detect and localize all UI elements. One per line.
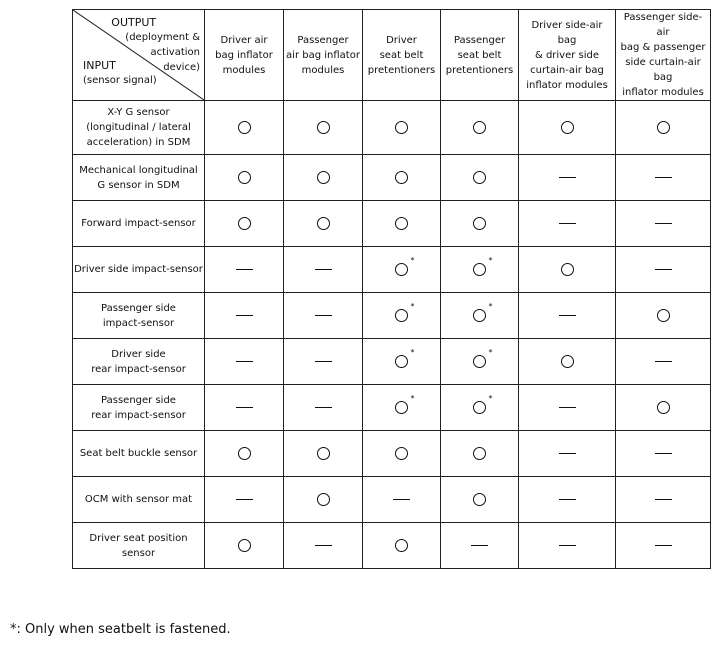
- matrix-cell: [205, 293, 284, 339]
- output-header-line: modules: [301, 64, 345, 76]
- matrix-cell: [616, 477, 711, 523]
- mark-wrapper: [656, 400, 670, 414]
- matrix-cell: [205, 101, 284, 155]
- matrix-cell: [616, 155, 711, 201]
- matrix-cell: [441, 523, 519, 569]
- footnote-asterisk: *: [410, 348, 415, 357]
- footnote-asterisk: *: [488, 394, 493, 403]
- not-applicable-dash-icon: [655, 223, 672, 224]
- applicable-circle-icon: [473, 171, 486, 184]
- not-applicable-dash-icon: [315, 315, 332, 316]
- matrix-cell: [519, 201, 616, 247]
- applicable-circle-icon: [473, 447, 486, 460]
- input-sensor-label-line: X-Y G sensor: [107, 107, 170, 118]
- matrix-cell: [519, 247, 616, 293]
- mark-wrapper: [473, 348, 493, 368]
- matrix-cell: [519, 523, 616, 569]
- footnote-asterisk: *: [410, 256, 415, 265]
- applicable-circle-icon: [395, 263, 408, 276]
- mark-wrapper: [395, 394, 415, 414]
- matrix-cell: [205, 247, 284, 293]
- applicable-circle-icon: [395, 121, 408, 134]
- mark-wrapper: [473, 446, 487, 460]
- input-sensor-label: [73, 523, 205, 569]
- mark-wrapper: [316, 120, 330, 134]
- input-sensor-label: [73, 385, 205, 431]
- matrix-cell: [441, 431, 519, 477]
- input-sensor-label-line: Driver seat position: [89, 532, 188, 544]
- table-row: [73, 339, 711, 385]
- output-header-line: seat belt: [379, 49, 424, 61]
- matrix-cell: [616, 385, 711, 431]
- matrix-cell: [519, 431, 616, 477]
- matrix-cell: [284, 385, 363, 431]
- mark-wrapper: [237, 446, 251, 460]
- output-header-line: Driver side-air bag: [531, 19, 603, 46]
- not-applicable-dash-icon: [315, 545, 332, 546]
- output-header-line: Passenger: [453, 34, 506, 46]
- matrix-cell: [441, 247, 519, 293]
- footnote-asterisk: *: [488, 348, 493, 357]
- output-header-line: Driver: [386, 34, 417, 46]
- not-applicable-dash-icon: [559, 499, 576, 500]
- output-header-1: [205, 10, 284, 101]
- matrix-cell: [284, 523, 363, 569]
- table-row: [73, 155, 711, 201]
- mark-wrapper: [473, 120, 487, 134]
- matrix-cell: [441, 293, 519, 339]
- input-sensor-label-line: rear impact-sensor: [91, 363, 186, 375]
- output-header-line: pretentioners: [445, 64, 514, 76]
- matrix-cell: [363, 385, 441, 431]
- applicable-circle-icon: [238, 539, 251, 552]
- mark-wrapper: [316, 446, 330, 460]
- matrix-cell: [441, 155, 519, 201]
- matrix-cell: [519, 385, 616, 431]
- applicable-circle-icon: [238, 217, 251, 230]
- matrix-cell: [284, 339, 363, 385]
- input-sensor-label-line: Driver side impact-sensor: [74, 264, 203, 275]
- output-header-line: pretentioners: [367, 64, 436, 76]
- applicable-circle-icon: [317, 171, 330, 184]
- matrix-cell: [363, 201, 441, 247]
- input-sensor-label-line: Passenger side: [101, 394, 176, 406]
- matrix-cell: [519, 155, 616, 201]
- input-sensor-label-line: sensor: [121, 547, 156, 559]
- not-applicable-dash-icon: [471, 545, 488, 546]
- matrix-cell: [441, 339, 519, 385]
- input-sensor-label: [73, 477, 205, 523]
- mark-wrapper: [395, 170, 409, 184]
- mark-wrapper: [656, 308, 670, 322]
- applicable-circle-icon: [561, 121, 574, 134]
- applicable-circle-icon: [473, 121, 486, 134]
- matrix-cell: [616, 431, 711, 477]
- output-header-line: modules: [222, 64, 266, 76]
- not-applicable-dash-icon: [655, 269, 672, 270]
- applicable-circle-icon: [657, 401, 670, 414]
- sensor-output-matrix: [72, 9, 711, 569]
- matrix-cell: [284, 155, 363, 201]
- matrix-cell: [616, 339, 711, 385]
- output-header-4: [441, 10, 519, 101]
- not-applicable-dash-icon: [236, 407, 253, 408]
- matrix-cell: [616, 293, 711, 339]
- matrix-cell: [284, 101, 363, 155]
- input-sensor-label-line: OCM with sensor mat: [84, 494, 193, 505]
- matrix-cell: [363, 477, 441, 523]
- footnote-asterisk: *: [410, 394, 415, 403]
- matrix-cell: [519, 293, 616, 339]
- corner-header-cell: [73, 10, 205, 101]
- mark-wrapper: [560, 354, 574, 368]
- mark-wrapper: [560, 120, 574, 134]
- mark-wrapper: [395, 348, 415, 368]
- input-sensor-label-line: G sensor in SDM: [97, 179, 180, 191]
- mark-wrapper: [395, 302, 415, 322]
- input-sensor-label: [73, 201, 205, 247]
- footnote-asterisk: *: [488, 256, 493, 265]
- output-header-line: bag & passenger: [620, 42, 706, 53]
- applicable-circle-icon: [395, 217, 408, 230]
- matrix-cell: [205, 523, 284, 569]
- matrix-cell: [205, 155, 284, 201]
- matrix-cell: [205, 339, 284, 385]
- table-row: [73, 101, 711, 155]
- matrix-cell: [205, 431, 284, 477]
- applicable-circle-icon: [238, 121, 251, 134]
- mark-wrapper: [237, 170, 251, 184]
- applicable-circle-icon: [473, 355, 486, 368]
- mark-wrapper: [473, 302, 493, 322]
- mark-wrapper: [237, 216, 251, 230]
- not-applicable-dash-icon: [315, 407, 332, 408]
- input-sensor-label: [73, 431, 205, 477]
- matrix-cell: [441, 385, 519, 431]
- applicable-circle-icon: [657, 121, 670, 134]
- mark-wrapper: [395, 538, 409, 552]
- input-sensor-label-line: rear impact-sensor: [91, 409, 186, 421]
- input-sensor-label-line: impact-sensor: [102, 317, 175, 329]
- output-header-2: [284, 10, 363, 101]
- table-row: [73, 201, 711, 247]
- input-subtitle: (sensor signal): [83, 75, 157, 86]
- not-applicable-dash-icon: [315, 361, 332, 362]
- table-row: [73, 247, 711, 293]
- applicable-circle-icon: [395, 171, 408, 184]
- not-applicable-dash-icon: [559, 223, 576, 224]
- matrix-cell: [284, 431, 363, 477]
- mark-wrapper: [473, 170, 487, 184]
- applicable-circle-icon: [561, 355, 574, 368]
- mark-wrapper: [395, 256, 415, 276]
- applicable-circle-icon: [657, 309, 670, 322]
- output-header-line: Passenger: [297, 34, 349, 46]
- not-applicable-dash-icon: [655, 499, 672, 500]
- matrix-cell: [616, 247, 711, 293]
- output-header-line: Driver air: [220, 34, 268, 46]
- matrix-cell: [441, 477, 519, 523]
- matrix-cell: [205, 201, 284, 247]
- output-header-line: air bag inflator: [286, 49, 360, 61]
- applicable-circle-icon: [317, 121, 330, 134]
- mark-wrapper: [237, 120, 251, 134]
- input-sensor-label: [73, 247, 205, 293]
- input-title: INPUT: [83, 59, 116, 72]
- matrix-cell: [441, 201, 519, 247]
- mark-wrapper: [395, 446, 409, 460]
- mark-wrapper: [473, 216, 487, 230]
- not-applicable-dash-icon: [236, 269, 253, 270]
- input-sensor-label-line: (longitudinal / lateral: [86, 122, 191, 133]
- output-header-line: curtain-air bag: [530, 64, 604, 76]
- not-applicable-dash-icon: [315, 269, 332, 270]
- matrix-cell: [363, 523, 441, 569]
- input-sensor-label-line: Driver side: [111, 348, 166, 360]
- input-sensor-label: [73, 101, 205, 155]
- applicable-circle-icon: [317, 447, 330, 460]
- output-header-line: seat belt: [457, 49, 502, 61]
- matrix-cell: [205, 477, 284, 523]
- matrix-cell: [519, 339, 616, 385]
- matrix-cell: [616, 101, 711, 155]
- not-applicable-dash-icon: [559, 545, 576, 546]
- output-header-line: bag inflator: [215, 49, 273, 61]
- input-sensor-label-line: Forward impact-sensor: [81, 218, 196, 229]
- matrix-cell: [616, 201, 711, 247]
- mark-wrapper: [316, 492, 330, 506]
- not-applicable-dash-icon: [236, 315, 253, 316]
- input-axis-label: [83, 58, 157, 88]
- applicable-circle-icon: [395, 447, 408, 460]
- mark-wrapper: [395, 216, 409, 230]
- matrix-cell: [284, 477, 363, 523]
- output-title: OUTPUT: [111, 16, 157, 29]
- matrix-cell: [363, 247, 441, 293]
- input-sensor-label-line: Mechanical longitudinal: [79, 164, 198, 176]
- applicable-circle-icon: [395, 355, 408, 368]
- output-header-5: [519, 10, 616, 101]
- output-header-line: inflator modules: [622, 87, 704, 98]
- footnote-asterisk: *: [488, 302, 493, 311]
- applicable-circle-icon: [395, 401, 408, 414]
- applicable-circle-icon: [473, 401, 486, 414]
- matrix-cell: [616, 523, 711, 569]
- input-sensor-label-line: Passenger side: [101, 302, 176, 314]
- mark-wrapper: [237, 538, 251, 552]
- table-row: [73, 431, 711, 477]
- matrix-cell: [519, 477, 616, 523]
- not-applicable-dash-icon: [655, 545, 672, 546]
- matrix-cell: [284, 247, 363, 293]
- table-row: [73, 523, 711, 569]
- output-header-6: [616, 10, 711, 101]
- matrix-cell: [284, 293, 363, 339]
- not-applicable-dash-icon: [559, 453, 576, 454]
- table-row: [73, 385, 711, 431]
- footnote-asterisk: *: [410, 302, 415, 311]
- applicable-circle-icon: [395, 309, 408, 322]
- applicable-circle-icon: [473, 217, 486, 230]
- matrix-cell: [363, 339, 441, 385]
- applicable-circle-icon: [473, 493, 486, 506]
- output-header-line: inflator modules: [526, 79, 608, 91]
- not-applicable-dash-icon: [559, 315, 576, 316]
- matrix-cell: [519, 101, 616, 155]
- applicable-circle-icon: [561, 263, 574, 276]
- input-sensor-label-line: Seat belt buckle sensor: [79, 448, 198, 459]
- applicable-circle-icon: [473, 309, 486, 322]
- input-sensor-label: [73, 339, 205, 385]
- matrix-cell: [363, 155, 441, 201]
- matrix-body: [73, 101, 711, 569]
- not-applicable-dash-icon: [559, 407, 576, 408]
- footnote: *: Only when seatbelt is fastened.: [10, 622, 231, 637]
- output-subtitle-line: device): [163, 62, 200, 73]
- not-applicable-dash-icon: [655, 177, 672, 178]
- applicable-circle-icon: [317, 217, 330, 230]
- output-subtitle-line: (deployment &: [125, 32, 200, 43]
- input-sensor-label: [73, 155, 205, 201]
- mark-wrapper: [395, 120, 409, 134]
- matrix-cell: [363, 101, 441, 155]
- header-row: [73, 10, 711, 101]
- matrix-cell: [284, 201, 363, 247]
- mark-wrapper: [473, 394, 493, 414]
- not-applicable-dash-icon: [655, 453, 672, 454]
- matrix-cell: [363, 431, 441, 477]
- not-applicable-dash-icon: [393, 499, 410, 500]
- applicable-circle-icon: [317, 493, 330, 506]
- table-row: [73, 293, 711, 339]
- applicable-circle-icon: [395, 539, 408, 552]
- output-header-3: [363, 10, 441, 101]
- output-header-line: Passenger side-air: [623, 12, 703, 38]
- table-row: [73, 477, 711, 523]
- matrix-cell: [441, 101, 519, 155]
- not-applicable-dash-icon: [236, 361, 253, 362]
- mark-wrapper: [656, 120, 670, 134]
- mark-wrapper: [473, 256, 493, 276]
- matrix-cell: [205, 385, 284, 431]
- output-header-line: side curtain-air bag: [625, 57, 701, 83]
- mark-wrapper: [473, 492, 487, 506]
- applicable-circle-icon: [238, 171, 251, 184]
- not-applicable-dash-icon: [236, 499, 253, 500]
- applicable-circle-icon: [473, 263, 486, 276]
- mark-wrapper: [560, 262, 574, 276]
- applicable-circle-icon: [238, 447, 251, 460]
- output-subtitle-line: activation: [150, 47, 200, 58]
- matrix-cell: [363, 293, 441, 339]
- mark-wrapper: [316, 170, 330, 184]
- mark-wrapper: [316, 216, 330, 230]
- input-sensor-label: [73, 293, 205, 339]
- not-applicable-dash-icon: [655, 361, 672, 362]
- input-sensor-label-line: acceleration) in SDM: [86, 137, 191, 148]
- not-applicable-dash-icon: [559, 177, 576, 178]
- output-header-line: & driver side: [534, 49, 600, 61]
